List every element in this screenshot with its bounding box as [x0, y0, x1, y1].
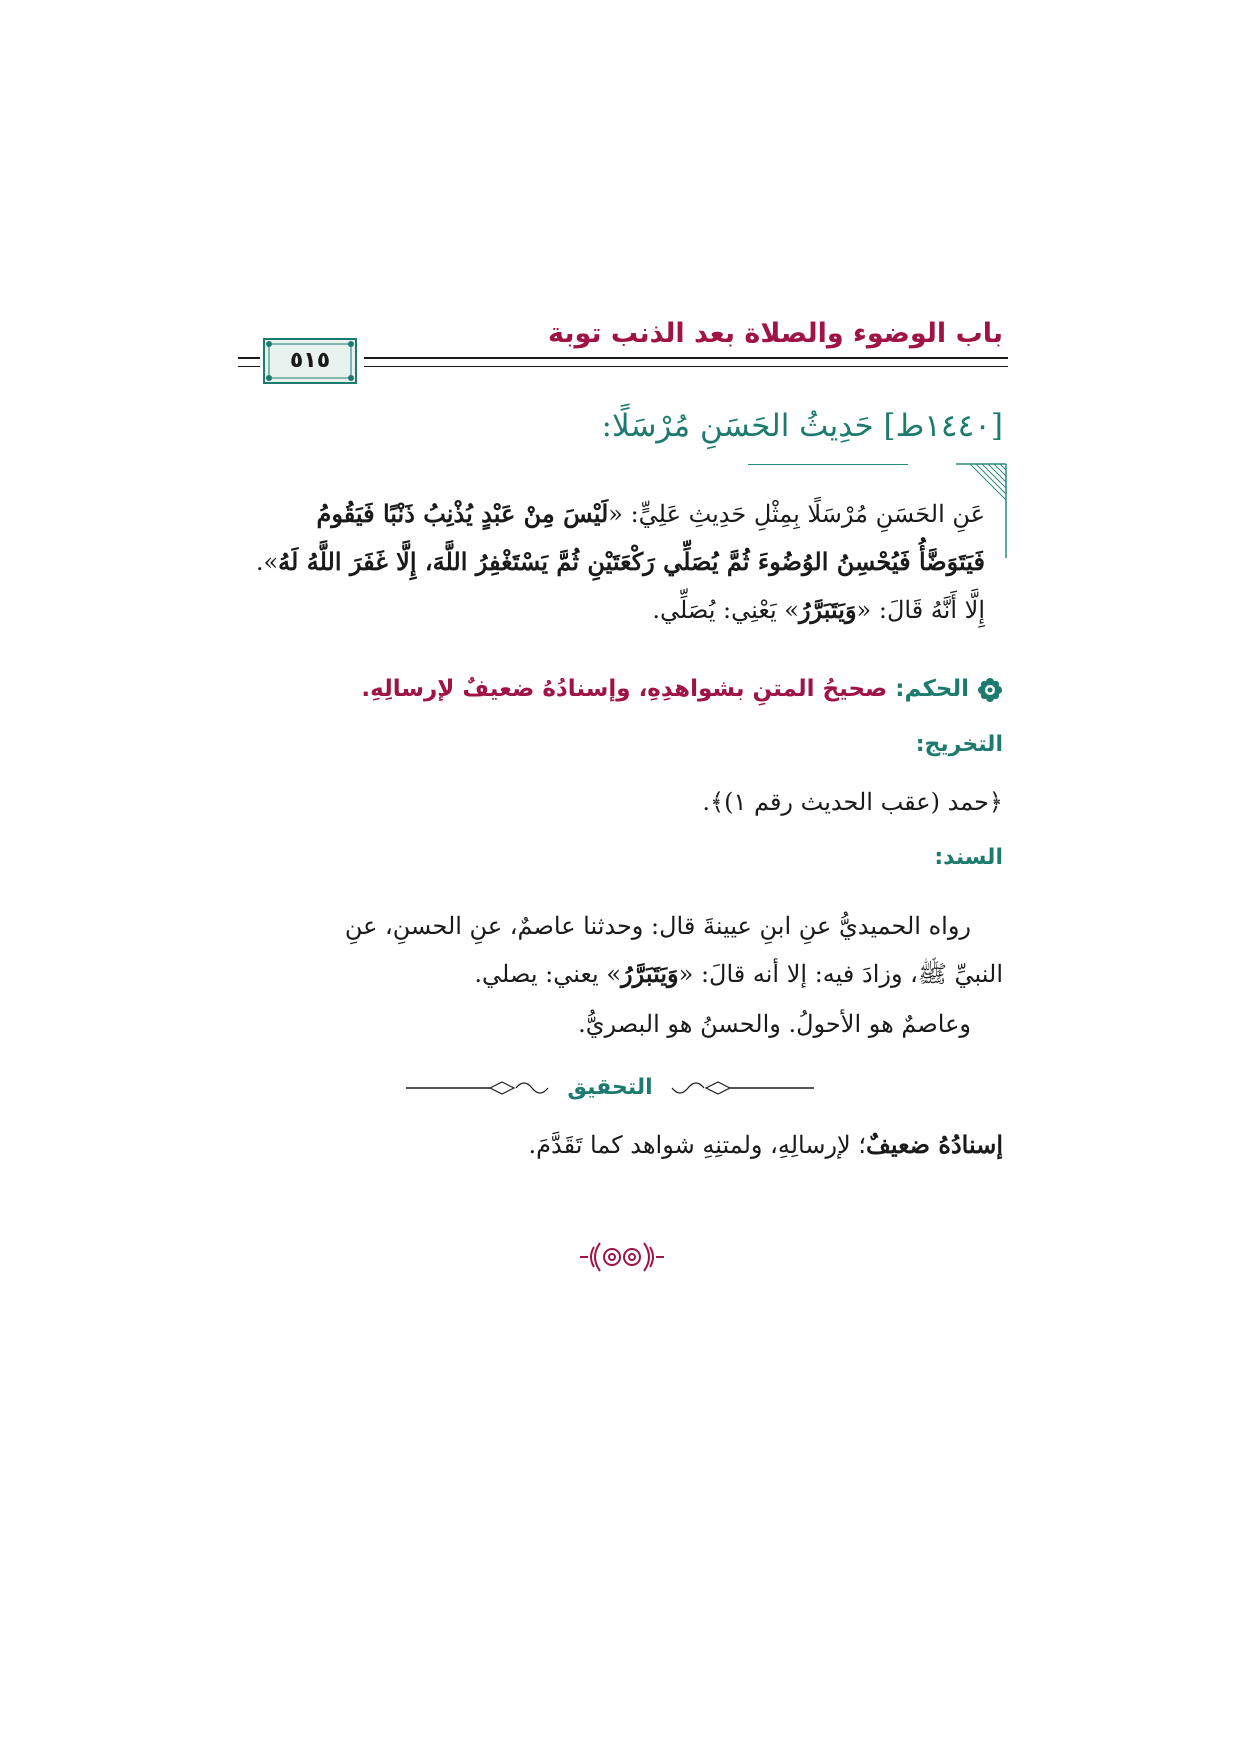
hukm-line — [361, 676, 1003, 703]
header-rule-left-top — [238, 357, 260, 359]
matn-text: » يَعْنِي: يُصَلِّي. — [652, 596, 799, 624]
sanad-text — [235, 902, 1003, 998]
hukm-text: صحيحُ المتنِ بشواهدِهِ، وإسنادُهُ ضعيفٌ لإرسالِهِ. — [361, 676, 888, 702]
chapter-title: باب الوضوء والصلاة بعد الذنب توبة — [547, 318, 1003, 349]
end-ornament-icon — [576, 1237, 668, 1277]
matn-bold-text: وَيَتَبَرَّرُ — [798, 595, 857, 624]
takhrij-label: التخريج: — [915, 732, 1003, 757]
header-rule-bottom — [364, 366, 1008, 367]
tahqiq-text — [529, 1130, 1003, 1159]
tahqiq-bold-text: إسنادُهُ ضعيفٌ — [866, 1130, 1003, 1159]
takhrij-text: ﴿حمد (عقب الحديث رقم ١)﴾. — [702, 788, 1003, 816]
sanad-line-3: وعاصمٌ هو الأحولُ. والحسنُ هو البصريُّ. — [578, 1010, 971, 1038]
sanad-line-1: رواه الحميديُّ عنِ ابنِ عيينةَ قال: وحدثنا عاصمٌ، عنِ الحسنِ، عنِ — [344, 912, 971, 940]
sanad-text-end: » يعني: يصلي. — [474, 960, 622, 988]
hadith-matn — [215, 490, 985, 634]
flower-bullet-icon — [977, 677, 1003, 703]
page-number: ٥١٥ — [289, 348, 331, 373]
hadith-heading: [١٤٤٠ط] حَدِيثُ الحَسَنِ مُرْسَلًا: — [601, 408, 1003, 444]
tahqiq-divider — [404, 1070, 816, 1106]
sanad-text-start: النبيِّ ﷺ، وزادَ فيه: إلا أنه قالَ: « — [678, 960, 1003, 988]
matn-bold-text: لَيْسَ مِنْ عَبْدٍ يُذْنِبُ ذَنْبًا فَيَقُومُ — [316, 499, 609, 528]
sanad-label: السند: — [934, 845, 1003, 870]
header-rule-top — [364, 357, 1008, 359]
sanad-bold-text: وَيَتَبَرَّرُ — [621, 959, 679, 988]
quote-frame-line — [748, 464, 908, 465]
matn-line-3 — [215, 586, 985, 634]
tahqiq-label: التحقيق — [567, 1075, 653, 1100]
hukm-label: الحكم: — [895, 676, 969, 702]
page-number-box — [262, 337, 358, 385]
matn-line-2 — [215, 538, 985, 586]
header-rule-left-bottom — [238, 366, 260, 367]
matn-text: إِلَّا أَنَّهُ قَالَ: « — [856, 596, 985, 624]
sanad-line-2 — [235, 950, 1003, 998]
tahqiq-rest-text: ؛ لإرسالِهِ، ولمتنِهِ شواهد كما تَقَدَّمَ. — [528, 1131, 866, 1159]
matn-line-1 — [215, 490, 985, 538]
matn-text: ». — [255, 548, 279, 576]
matn-text: عَنِ الحَسَنِ مُرْسَلًا بِمِثْلِ حَدِيثِ عَلِيٍّ: « — [608, 500, 985, 528]
matn-bold-text: فَيَتَوَضَّأُ فَيُحْسِنُ الوُضُوءَ ثُمَّ يُصَلِّي رَكْعَتَيْنِ ثُمَّ يَسْتَغْفِرُ اللَّهَ، إِلَّا غَفَرَ اللَّهُ لَهُ — [278, 547, 985, 576]
